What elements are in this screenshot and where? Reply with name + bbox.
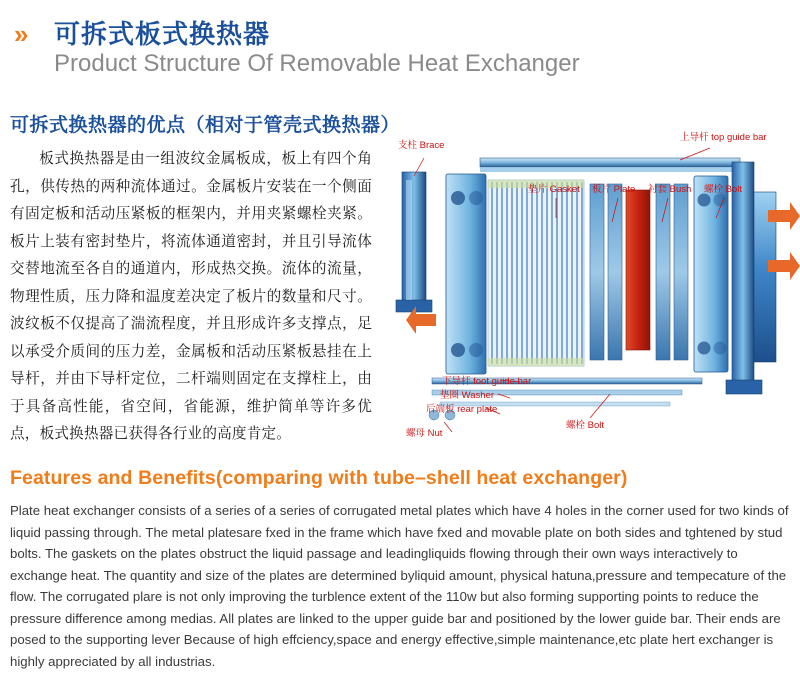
page-header xyxy=(0,0,800,95)
section-heading-cn: 可拆式换热器的优点（相对于管壳式换热器） xyxy=(10,115,401,136)
double-chevron-right-icon: » xyxy=(14,19,23,49)
diagram-label-rear-plate: 后端板 rear plate xyxy=(426,404,498,415)
page-title-cn: 可拆式板式换热器 xyxy=(54,19,271,49)
diagram-label-bolt-top: 螺栓 Bolt xyxy=(704,184,743,195)
section-heading-en: Features and Benefits(comparing with tube–shell heat exchanger) xyxy=(10,467,628,489)
page-title-en: Product Structure Of Removable Heat Exchanger xyxy=(54,50,580,77)
diagram-label-nut: 螺母 Nut xyxy=(406,428,443,439)
diagram-label-bolt-bottom: 螺栓 Bolt xyxy=(566,420,605,431)
heat-exchanger-diagram xyxy=(380,132,800,452)
section-body-en: Plate heat exchanger consists of a series of a series of corrugated metal plates which have 4 holes in the corner used for two kinds of liquid passing through. The metal platesare fxed in the frame which have fxed and movable plate on both sides and tghtened by stud bolts. The gaskets on the plates obstruct the liquid passage and leadingliquids flowing through their own ways interactively to exchange heat. The quantity and size of the plates are determined byliquid amount, physical hatuna,pressure and tempecature of the flow. The corrugated plare is not only improving the turblence extent of the 110w but also forming supporting points to reduce the pressure difference among medias. All plates are linked to the upper guide bar and positioned by the lower guide bar. Their ends are posed to the supporting lever Because of high effciency,space and energy effective,simple maintenance,etc plate hert exchanger is highly appreciated by all industrias. xyxy=(10,503,789,669)
diagram-label-foot-guide-bar: 下导杆 foot guide bar xyxy=(442,376,532,387)
diagram-label-gasket: 垫片 Gasket xyxy=(528,184,580,195)
section-body-cn: 板式换热器是由一组波纹金属板成，板上有四个角孔，供传热的两种流体通过。金属板片安装在一个侧面有固定板和活动压紧板的框架内，并用夹紧螺栓夹紧。板片上装有密封垫片，将流体通道密封，并且引导流体交替地流至各自的通道内，形成热交换。流体的流量，物理性质，压力降和温度差决定了板片的数量和尺寸。波纹板不仅提高了湍流程度，并且形成许多支撑点，足以承受介质间的压力差，金属板和活动压紧板悬挂在上导杆，并由下导杆定位，二杆端则固定在支撑柱上，由于具备高性能，省空间，省能源，维护简单等许多优点，板式换热器已获得各行业的高度肯定。 xyxy=(10,151,372,442)
diagram-label-plate: 板片 Plate xyxy=(592,184,636,195)
diagram-label-top-guide-bar: 上导杆 top guide bar xyxy=(680,132,767,143)
diagram-label-washer: 垫圈 Washer xyxy=(440,390,495,401)
diagram-label-brace: 支柱 Brace xyxy=(398,140,445,151)
diagram-label-bush: 衬套 Bush xyxy=(648,184,692,195)
